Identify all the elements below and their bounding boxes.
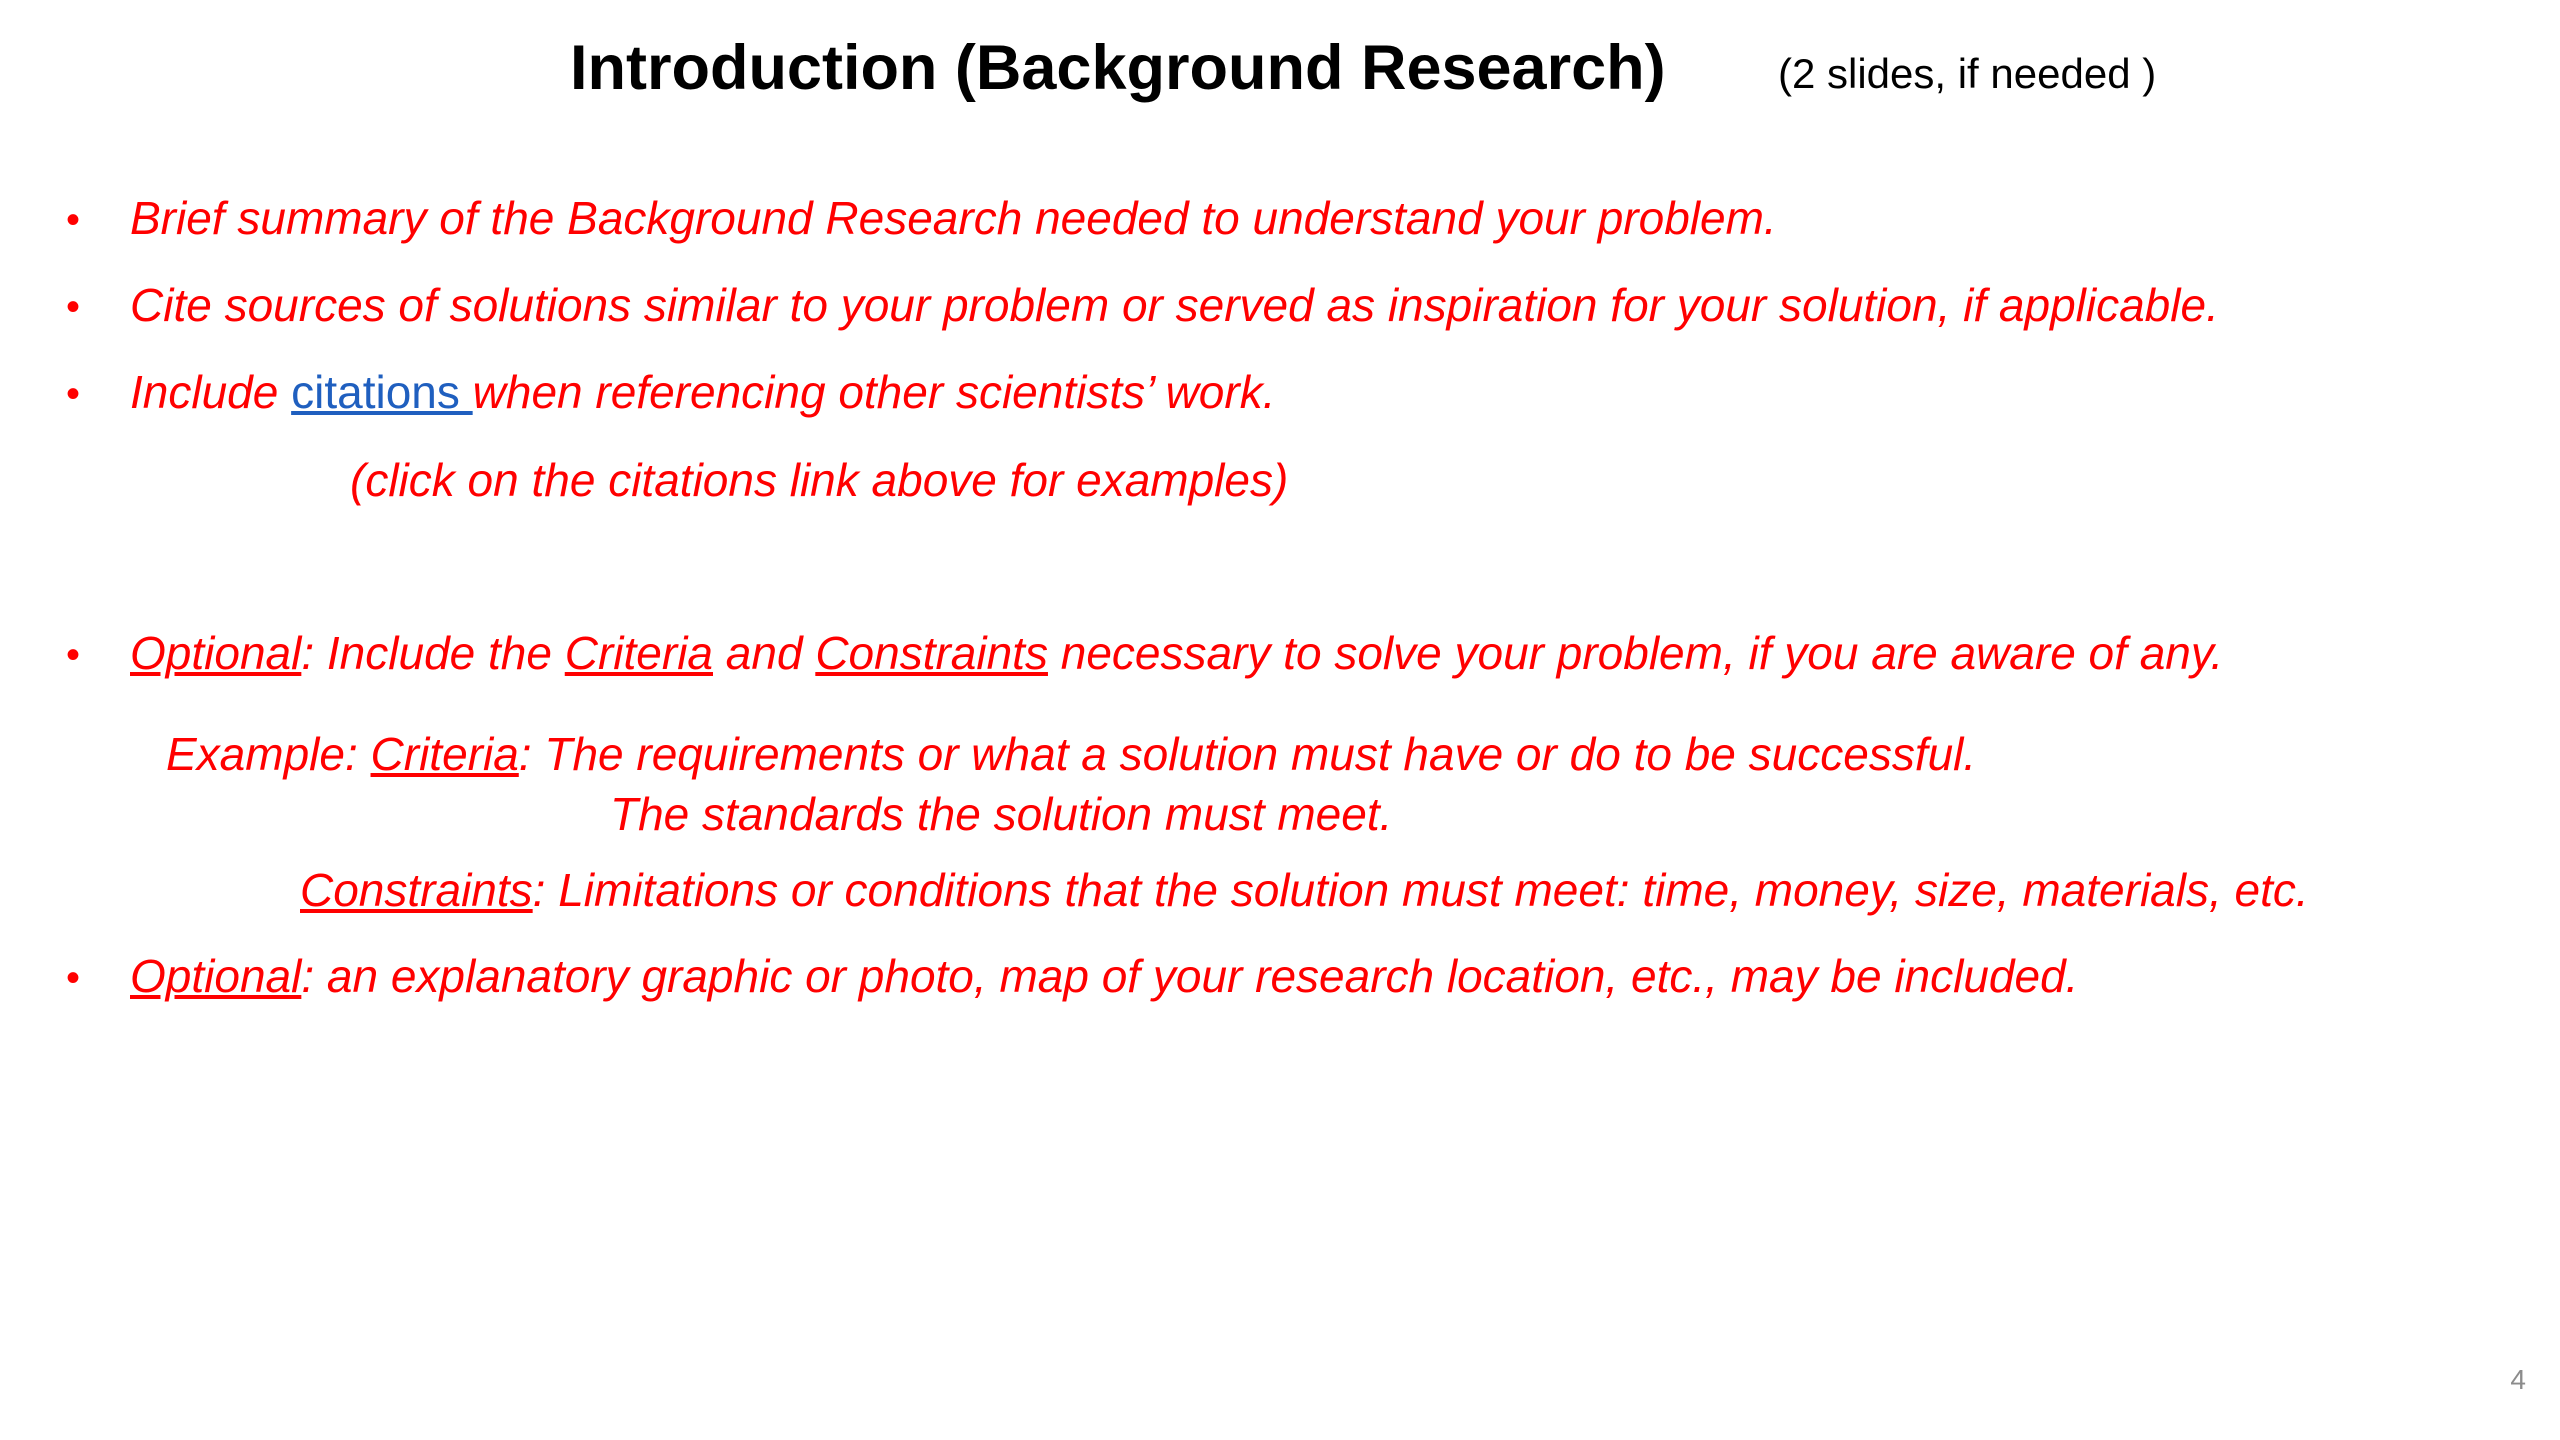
example-criteria-definition: The requirements or what a solution must have or do to be successful. bbox=[544, 728, 1977, 780]
bullet-marker: • bbox=[66, 633, 81, 677]
constraints-term: Constraints bbox=[815, 627, 1048, 679]
example-criteria-term: Criteria bbox=[370, 728, 519, 780]
example-constraints-term: Constraints bbox=[300, 864, 533, 916]
example-criteria-definition-2: The standards the solution must meet. bbox=[610, 788, 1393, 840]
optional-criteria-rest: necessary to solve your problem, if you are aware of any. bbox=[1047, 627, 2224, 679]
citations-link[interactable]: citations bbox=[291, 366, 473, 418]
bullet-include-text: Include bbox=[130, 366, 292, 418]
bullet-optional-criteria bbox=[130, 623, 2223, 683]
title-row bbox=[0, 28, 2560, 118]
bullet-background-summary: Brief summary of the Background Research needed to understand your problem. bbox=[130, 192, 1777, 244]
slide-title: Introduction (Background Research) bbox=[570, 33, 1666, 103]
bullet-marker: • bbox=[66, 285, 81, 329]
example-criteria-colon: : bbox=[518, 728, 545, 780]
optional-label: Optional bbox=[130, 627, 302, 679]
citations-note: (click on the citations link above for examples) bbox=[350, 454, 1289, 506]
example-constraints-colon: : bbox=[532, 864, 559, 916]
example-constraints-line bbox=[300, 860, 2309, 920]
slide-subtitle: (2 slides, if needed ) bbox=[1778, 50, 2157, 97]
example-constraints-definition: Limitations or conditions that the solution must meet: time, money, size, materials, etc. bbox=[558, 864, 2309, 916]
example-label: Example: bbox=[166, 728, 371, 780]
bullet-marker: • bbox=[66, 956, 81, 1000]
bullet-include-rest: when referencing other scientists’ work. bbox=[472, 366, 1276, 418]
bullet-optional-graphic bbox=[130, 946, 2078, 1006]
bullet-marker: • bbox=[66, 372, 81, 416]
optional-graphic-text: : an explanatory graphic or photo, map of your research location, etc., may be included. bbox=[301, 950, 2079, 1002]
bullet-marker: • bbox=[66, 198, 81, 242]
criteria-term: Criteria bbox=[564, 627, 713, 679]
example-criteria-line bbox=[166, 724, 1976, 784]
bullet-include-citations bbox=[130, 362, 1275, 422]
and-text: and bbox=[713, 627, 816, 679]
page-number: 4 bbox=[2510, 1364, 2526, 1395]
bullet-cite-sources: Cite sources of solutions similar to your problem or served as inspiration for your solution, if applicable. bbox=[130, 279, 2219, 331]
optional-label: Optional bbox=[130, 950, 302, 1002]
optional-text: : Include the bbox=[301, 627, 565, 679]
